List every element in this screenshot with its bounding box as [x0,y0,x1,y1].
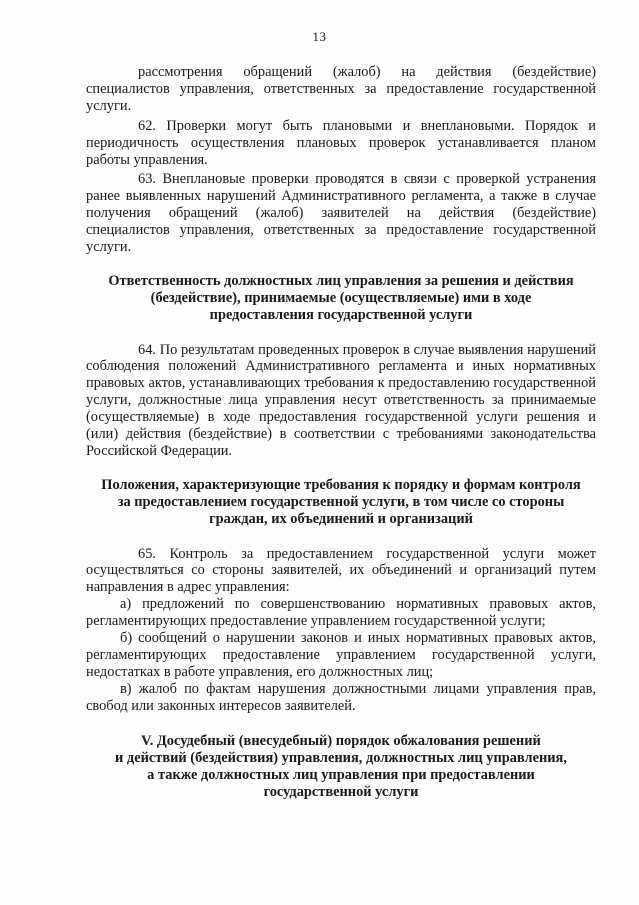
paragraph-65-item-a: а) предложений по совершенствованию нормативных правовых актов, регламентирующих предоставление управлением государственной услуги; [86,596,596,630]
heading-control-forms-line-2: за предоставлением государственной услуги, в том числе со стороны [117,494,565,511]
heading-section-v-line-4: государственной услуги [263,784,419,801]
heading-responsibility-line-2: (бездействие), принимаемые (осуществляемые) ими в ходе [150,290,532,307]
paragraph-63: 63. Внеплановые проверки проводятся в связи с проверкой устранения ранее выявленных нарушений Административного регламента, а также в случае получения обращений (жалоб) заявителей на действия (бездействие) специалистов управления, ответственных за предоставление государственной услуги. [86,171,596,256]
heading-section-v-line-2: и действий (бездействия) управления, должностных лиц управления, [115,749,567,766]
document-body [86,64,596,801]
heading-responsibility-line-3: предоставления государственной услуги [209,307,473,324]
paragraph-65-item-c: в) жалоб по фактам нарушения должностными лицами управления прав, свобод или законных интересов заявителей. [86,680,596,714]
heading-control-forms-line-3: граждан, их объединений и организаций [209,511,473,528]
heading-section-v-line-1: V. Досудебный (внесудебный) порядок обжалования решений [141,732,541,749]
heading-responsibility-line-1: Ответственность должностных лиц управления за решения и действия [108,272,574,289]
heading-control-forms [86,477,596,529]
page-number: 13 [312,29,327,44]
heading-section-v-line-3: а также должностных лиц управления при предоставлении [147,767,535,783]
paragraph-62: 62. Проверки могут быть плановыми и внеплановыми. Порядок и периодичность осуществления плановых проверок устанавливается планом работы управления. [86,117,596,168]
heading-responsibility [86,273,596,325]
paragraph-65-item-b: б) сообщений о нарушении законов и иных нормативных правовых актов, регламентирующих предоставление управлением государственной услуги, недостатках в работе управления, его должностных лиц; [86,630,596,680]
heading-section-v [86,733,596,802]
paragraph-65: 65. Контроль за предоставлением государственной услуги может осуществляться со стороны заявителей, их объединений и организаций путем направления в адрес управления: [86,545,596,596]
heading-control-forms-line-1: Положения, характеризующие требования к порядку и формам контроля [101,476,581,493]
paragraph-64: 64. По результатам проведенных проверок в случае выявления нарушений соблюдения положений Административного регламента и иных нормативных правовых актов, устанавливающих требования к предоставлению государственной услуги, должностные лица управления несут ответственность за принимаемые (осуществляемые) в ходе предоставления государственной услуги решения и (или) действия (бездействие) в соответствии с требованиями законодательства Российской Федерации. [86,341,596,460]
paragraph-61-continuation: рассмотрения обращений (жалоб) на действия (бездействие) специалистов управления, ответственных за предоставление государственной услуги. [86,64,596,114]
